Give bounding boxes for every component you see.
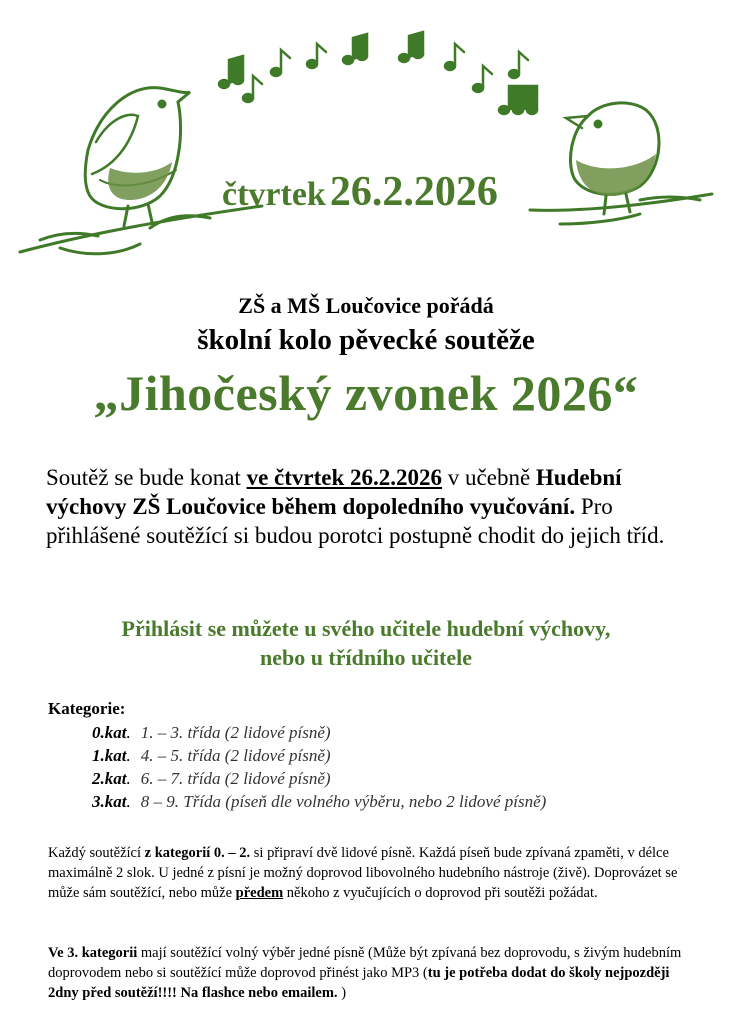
category-row <box>92 769 331 789</box>
category-sep: . <box>126 746 131 765</box>
rules-2-text-d: ) <box>337 985 347 1001</box>
intro-paragraph <box>46 463 696 550</box>
music-notes-icon <box>219 32 537 114</box>
signup-line-2: nebo u třídního učitele <box>259 645 473 670</box>
rules-1-text-e: někoho z vyučujících o doprovod při soutěži požádat. <box>283 885 598 901</box>
round-line: školní kolo pěvecké soutěže <box>197 324 535 356</box>
event-day: čtvrtek <box>222 176 326 213</box>
rules-2-category-bold: Ve 3. kategorii <box>48 945 138 961</box>
rules-1-text-c: si připraví dvě lidové písně. Každá píseň bude zpívaná zpaměti, v délce maximálně 2 slok. U jedné z písní je možný doprovod libovolného hudebního nástroje (živě). Doprovázet se může sám soutěžící, nebo může <box>48 845 678 901</box>
intro-location-bold: Hudební výchovy ZŠ Loučovice během dopoledního vyučování. <box>46 465 622 519</box>
category-row <box>92 746 331 766</box>
organizer-line: ZŠ a MŠ Loučovice pořádá <box>238 293 494 318</box>
signup-note <box>0 614 732 672</box>
category-desc: 4. – 5. třída (2 lidové písně) <box>140 746 331 765</box>
category-label: 3.kat <box>92 792 127 811</box>
header-artwork <box>0 0 732 290</box>
rules-1-categories-bold: z kategorií 0. – 2. <box>144 845 251 861</box>
intro-text-3: Pro přihlášené soutěžící si budou porotci postupně chodit do jejich tříd. <box>46 494 665 548</box>
intro-date-underlined: ve čtvrtek 26.2.2026 <box>246 465 443 490</box>
category-label: 0.kat <box>92 723 127 742</box>
rules-2-text-b: mají soutěžící volný výběr jedné písně (Může být zpívaná bez doprovodu, s živým hudebním doprovodem nebo si soutěžící může doprovod přinést jako MP3 ( <box>48 945 682 981</box>
bird-right-icon <box>530 103 712 224</box>
event-date-number: 26.2.2026 <box>329 169 498 215</box>
category-label: 1.kat <box>92 746 127 765</box>
rules-paragraph-2 <box>48 943 698 1003</box>
rules-paragraph-1 <box>48 843 698 903</box>
page-title: „Jihočeský zvonek 2026“ <box>93 365 639 421</box>
signup-line-1: Přihlásit se můžete u svého učitele hudební výchovy, <box>121 616 611 641</box>
category-label: 2.kat <box>92 769 127 788</box>
category-sep: . <box>126 769 131 788</box>
categories-heading: Kategorie: <box>48 699 126 718</box>
category-row <box>92 792 546 812</box>
rules-1-beforehand-underlined: předem <box>235 885 284 901</box>
event-date <box>222 168 498 216</box>
category-sep: . <box>126 723 131 742</box>
rules-1-text-a: Každý soutěžící <box>48 845 145 861</box>
intro-text-1: Soutěž se bude konat <box>46 465 247 490</box>
rules-2-deadline-bold: tu je potřeba dodat do školy nejpozději 2dny před soutěží!!!! Na flashce nebo emailem. <box>48 965 670 1001</box>
category-desc: 6. – 7. třída (2 lidové písně) <box>140 769 331 788</box>
category-row <box>92 723 331 743</box>
category-sep: . <box>126 792 131 811</box>
category-desc: 1. – 3. třída (2 lidové písně) <box>140 723 331 742</box>
category-desc: 8 – 9. Třída (píseň dle volného výběru, nebo 2 lidové písně) <box>140 792 547 811</box>
intro-text-2: v učebně <box>442 465 536 490</box>
